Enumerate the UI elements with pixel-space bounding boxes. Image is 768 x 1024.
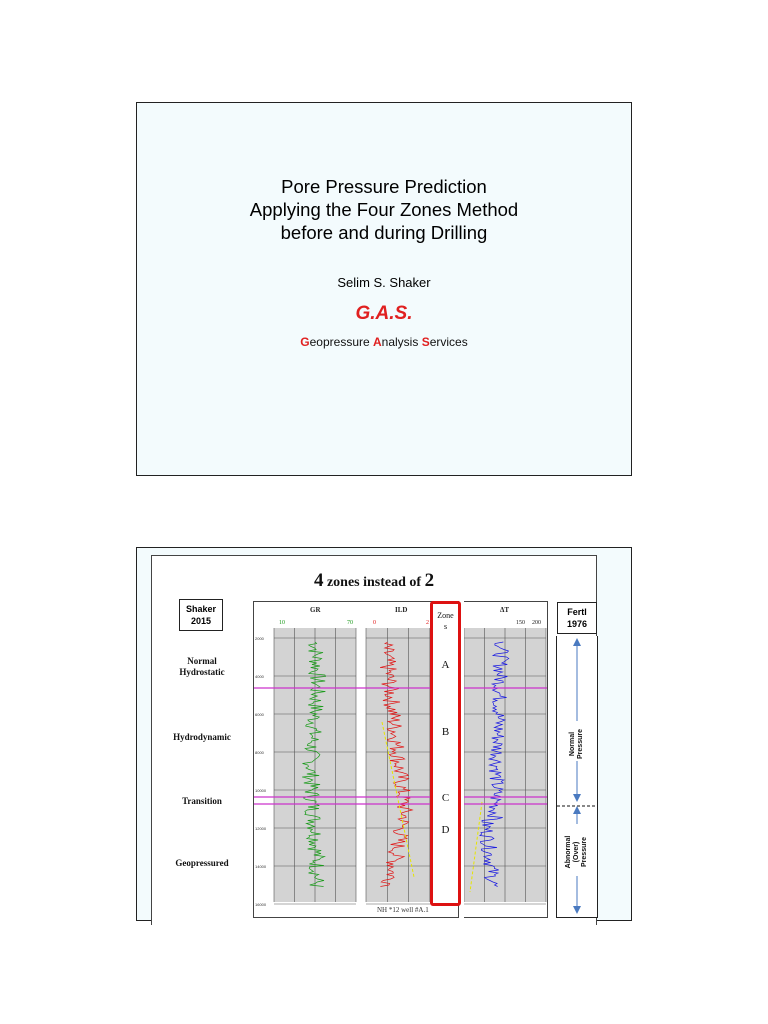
dt-scale-max: 200 <box>532 620 541 626</box>
gr-scale-min: 10 <box>279 620 285 626</box>
company-word-1: eopressure <box>309 335 373 349</box>
author-name: Selim S. Shaker <box>337 275 431 290</box>
gr-header: GR <box>310 606 321 614</box>
well-log-panel <box>253 601 459 918</box>
zone-letter-d: D <box>441 824 450 836</box>
normal-label: Normal <box>569 731 576 757</box>
zone-label-geopressured: Geopressured <box>175 858 229 868</box>
shaker-label: Shaker <box>185 604 217 614</box>
title-line-2: Applying the Four Zones Method <box>249 199 519 220</box>
slide-content-frame <box>151 555 597 925</box>
company-letter-g: G <box>300 335 310 349</box>
pressure-label-1: Pressure <box>577 729 584 759</box>
company-word-2: nalysis <box>381 335 422 349</box>
zone-label-transition: Transition <box>182 796 222 806</box>
depth-tick-label: 2000 <box>255 636 264 641</box>
company-word-3: ervices <box>429 335 468 349</box>
presentation-title <box>137 175 631 244</box>
over-label: (Over) <box>573 841 580 863</box>
zones-header-line2: s <box>443 622 448 631</box>
company-letter-a: A <box>373 335 382 349</box>
zone-letter-b: B <box>441 726 450 738</box>
gas-logo: G.A.S. <box>355 303 413 324</box>
shaker-2015-box <box>179 599 223 631</box>
shaker-year: 2015 <box>190 616 212 626</box>
zone-letter-c: C <box>441 792 450 804</box>
ild-track <box>366 628 430 902</box>
depth-tick-label: 14000 <box>255 864 267 869</box>
company-name <box>137 335 631 349</box>
depth-tick-label: 10000 <box>255 788 267 793</box>
zone-label-hydrodynamic: Hydrodynamic <box>173 732 231 742</box>
depth-tick-label: 16000 <box>255 902 267 907</box>
gr-scale-max: 70 <box>347 620 353 626</box>
zone-name-normal: Normal <box>187 656 217 666</box>
title-number-2: 2 <box>424 570 435 591</box>
zones-header <box>433 610 458 632</box>
title-slide <box>136 102 632 476</box>
zones-column <box>430 601 461 906</box>
fertl-label: Fertl <box>567 607 587 617</box>
well-id-note: NH *12 well #A.1 <box>377 906 429 914</box>
dt-header: ΔT <box>500 606 510 614</box>
depth-tick-label: 12000 <box>255 826 267 831</box>
abnormal-pressure-label <box>565 822 589 882</box>
ild-scale-max: 2 <box>426 620 429 626</box>
zone-letter-a: A <box>441 659 450 671</box>
pressure-label-2: Pressure <box>581 837 588 867</box>
zone-name-hydrostatic: Hydrostatic <box>179 667 225 677</box>
title-number-4: 4 <box>313 570 324 591</box>
title-line-1: Pore Pressure Prediction <box>281 176 487 197</box>
slide-title <box>152 570 596 592</box>
zones-header-line1: Zone <box>437 611 454 620</box>
zone-label-normal <box>152 656 252 678</box>
depth-tick-label: 6000 <box>255 712 264 717</box>
zones-slide <box>136 547 632 921</box>
depth-tick-label: 4000 <box>255 674 264 679</box>
dt-scale-mid: 150 <box>516 620 525 626</box>
depth-tick-label: 8000 <box>255 750 264 755</box>
title-text: zones instead of <box>323 575 425 590</box>
ild-header: ILD <box>395 606 408 614</box>
fertl-pressure-column <box>556 636 598 918</box>
title-line-3: before and during Drilling <box>280 222 488 243</box>
ild-scale-min: 0 <box>373 620 376 626</box>
company-letter-s: S <box>421 335 430 349</box>
normal-pressure-label <box>569 716 585 772</box>
abnormal-label: Abnormal <box>565 835 572 869</box>
fertl-year: 1976 <box>566 619 588 629</box>
well-log-plot <box>254 602 458 917</box>
delta-t-plot <box>464 602 547 917</box>
fertl-1976-box <box>557 602 597 634</box>
delta-t-panel <box>464 601 548 918</box>
